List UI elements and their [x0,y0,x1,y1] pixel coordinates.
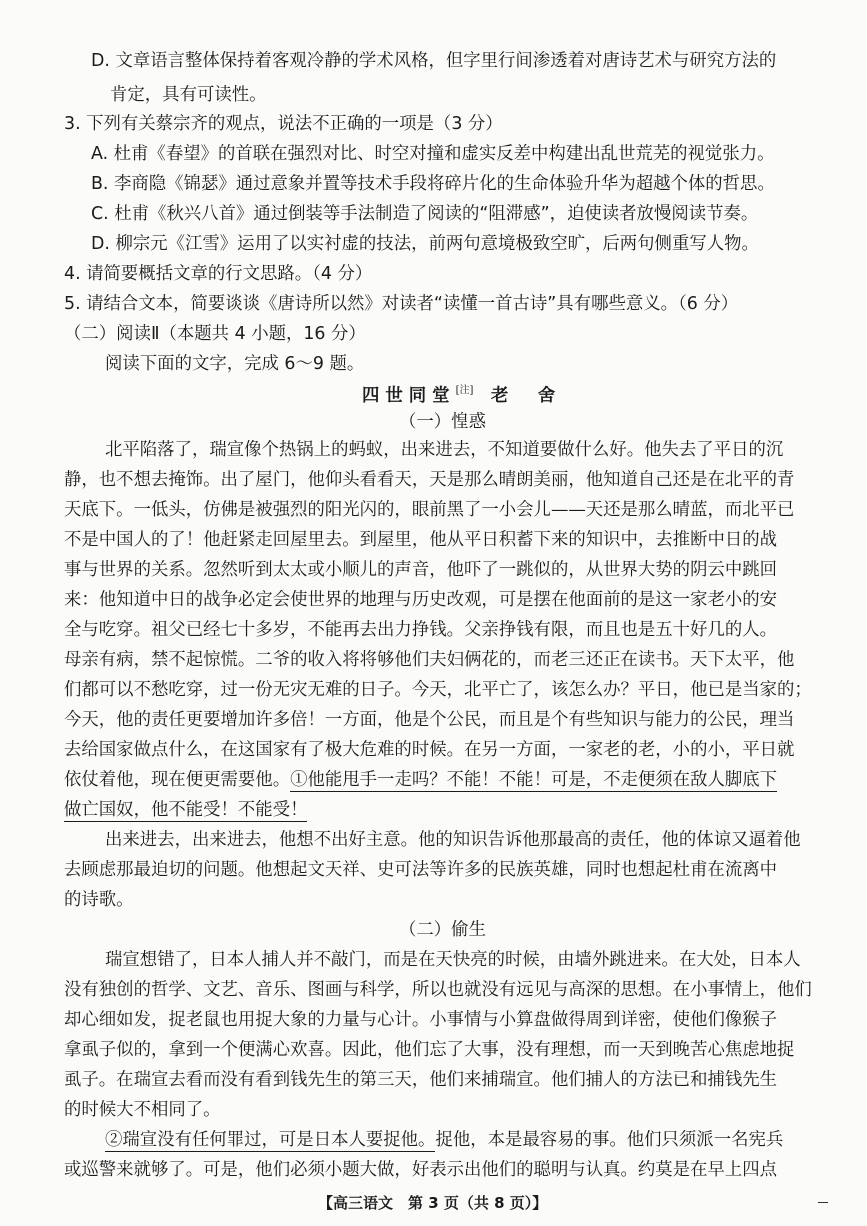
paragraph-line: 虱子。在瑞宣去看而没有看到钱先生的第三天，他们来捕瑞宣。他们捕人的方法已和捕钱先生 [64,1070,778,1090]
paragraph-line: 静，也不想去掩饰。出了屋门，他仰头看看天，天是那么晴朗美丽，他知道自己还是在北平的青 [64,470,795,490]
paragraph-line: 或巡警来就够了。可是，他们必须小题大做，好表示出他们的聪明与认真。约莫是在早上四点 [64,1160,778,1180]
article-title: 四世同堂 [362,386,456,406]
footnote-marker: [注] [455,385,474,396]
paragraph-line: 今天，他的责任更要增加许多倍！一方面，他是个公民，而且是个有些知识与能力的公民，理当 [64,710,795,730]
paragraph-line: 不是中国人的了！他赶紧走回屋里去。到屋里，他从平日积蓄下来的知识中，去推断中日的战 [64,530,778,550]
paragraph-line: 天底下。一低头，仿佛是被强烈的阳光闪的，眼前黑了一小会儿——天还是那么晴蓝，而北平已 [64,500,795,520]
paragraph-line: 去给国家做点什么，在这国家有了极大危难的时候。在另一方面，一家老的老，小的小，平日就 [64,740,795,760]
paragraph-line: 们都可以不愁吃穿，过一份无灾无难的日子。今天，北平亡了，该怎么办？平日，他已是当家的； [64,680,812,700]
paragraph-line [105,1132,783,1149]
paragraph-line: 北平陷落了，瑞宣像个热锅上的蚂蚁，出来进去，不知道要做什么好。他失去了平日的沉 [105,440,784,460]
question-3-option-c: C. 杜甫《秋兴八首》通过倒装等手法制造了阅读的“阻滞感”，迫使读者放慢阅读节奏。 [91,204,759,224]
question-3-option-b: B. 李商隐《锦瑟》通过意象并置等技术手段将碎片化的生命体验升华为超越个体的哲思。 [91,174,775,194]
paragraph-line: 的时候大不相同了。 [64,1100,221,1120]
section-instruction: 阅读下面的文字，完成 6～9 题。 [105,354,365,374]
paragraph-text: 捉他，本是最容易的事。他们只须派一名宪兵 [435,1130,784,1150]
paragraph-text: 依仗着他，现在便更需要他。 [64,770,291,790]
paragraph-line: 全与吃穿。祖父已经七十多岁，不能再去出力挣钱。父亲挣钱有限，而且也是五十好几的人。 [64,620,778,640]
underlined-sentence-1-end: 做亡国奴，他不能受！不能受！ [64,800,308,820]
page-footer: 【高三语文 第 3 页（共 8 页）】 [318,1194,548,1212]
q2-option-d-line2: 肯定，具有可读性。 [110,85,267,105]
paragraph-line: 去顾虑那最迫切的问题。他想起文天祥、史可法等许多的民族英雄，同时也想起杜甫在流离中 [64,860,778,880]
question-3-option-a: A. 杜甫《春望》的首联在强烈对比、时空对撞和虚实反差中构建出乱世荒芜的视觉张力。 [91,144,775,164]
section-heading: （二）阅读Ⅱ（本题共 4 小题，16 分） [64,324,366,344]
paragraph-line [64,802,307,819]
question-3-option-d: D. 柳宗元《江雪》运用了以实衬虚的技法，前两句意境极致空旷，后两句侧重写人物。 [91,234,759,254]
underlined-sentence-2: ②瑞宣没有任何罪过，可是日本人要捉他。 [105,1130,436,1150]
paragraph-line [64,772,777,789]
paragraph-line: 却心细如发，捉老鼠也用捉大象的力量与心计。小事情与小算盘做得周到详密，使他们像猴子 [64,1010,778,1030]
question-3-stem: 3. 下列有关蔡宗齐的观点，说法不正确的一项是（3 分） [64,114,503,134]
paragraph-line: 来：他知道中日的战争必定会使世界的地理与历史改观，可是摆在他面前的是这一家老小的安 [64,590,778,610]
question-4: 4. 请简要概括文章的行文思路。（4 分） [64,264,373,284]
article-author: 老 舍 [490,386,562,406]
part-2-title: （二）偷生 [399,920,486,940]
question-5: 5. 请结合文本，简要谈谈《唐诗所以然》对读者“读懂一首古诗”具有哪些意义。（6 分） [64,294,739,314]
paragraph-line: 拿虱子似的，拿到一个便满心欢喜。因此，他们忘了大事，没有理想，而一天到晚苦心焦虑地捉 [64,1040,795,1060]
paragraph-line: 的诗歌。 [64,890,134,910]
part-1-title: （一）惶惑 [399,412,486,432]
paragraph-line: 没有独创的哲学、文艺、音乐、图画与科学，所以也就没有远见与高深的思想。在小事情上，他们 [64,980,812,1000]
paragraph-line: 母亲有病，禁不起惊慌。二爷的收入将将够他们夫妇俩花的，而老三还正在读书。天下太平，他 [64,650,795,670]
q2-option-d-line1: D. 文章语言整体保持着客观冷静的学术风格，但字里行间渗透着对唐诗艺术与研究方法的 [91,51,777,71]
paragraph-line: 出来进去，出来进去，他想不出好主意。他的知识告诉他那最高的责任，他的体谅又逼着他 [105,830,801,850]
paragraph-line: 瑞宣想错了，日本人捕人并不敲门，而是在天快亮的时候，由墙外跳进来。在大处，日本人 [105,950,801,970]
article-title-line [362,386,561,405]
underlined-sentence-1: ①他能甩手一走吗？不能！不能！可是，不走便须在敌人脚底下 [290,770,778,790]
paragraph-line: 事与世界的关系。忽然听到太太或小顺儿的声音，他吓了一跳似的，从世界大势的阴云中跳回 [64,560,778,580]
page-corner-mark [818,1202,828,1203]
